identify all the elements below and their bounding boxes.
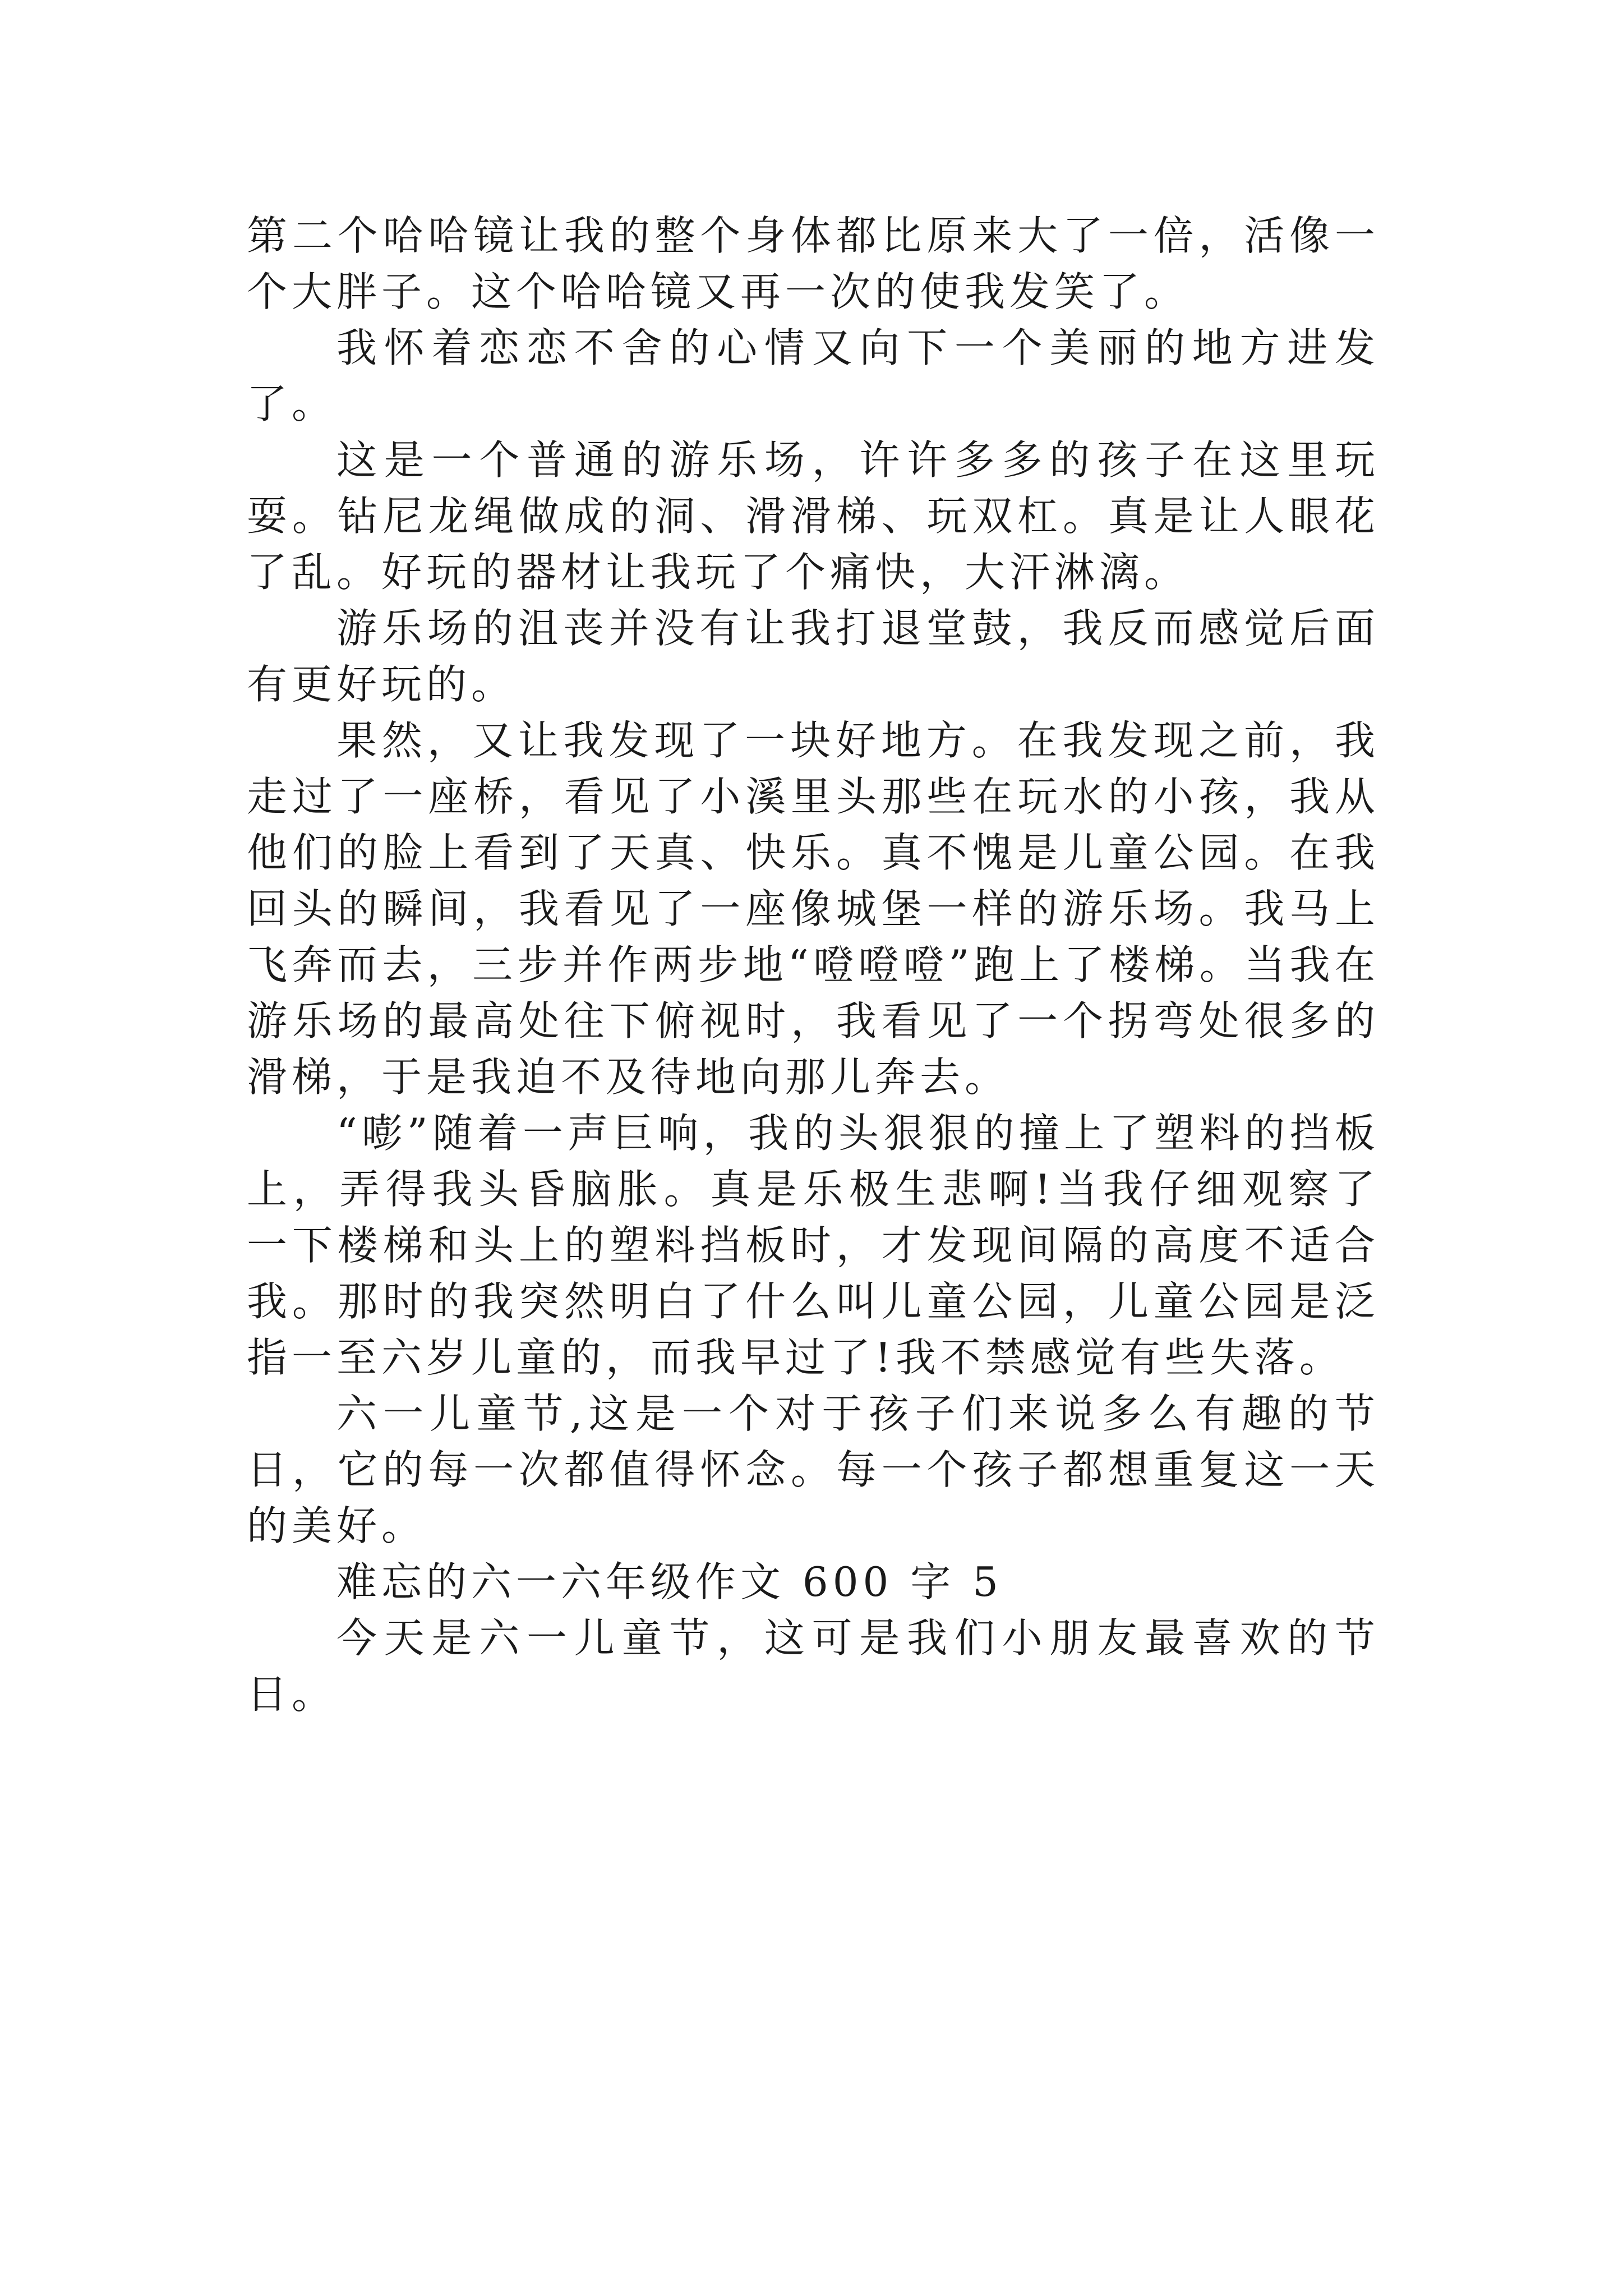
paragraph-playground: 这是一个普通的游乐场，许许多多的孩子在这里玩耍。钻尼龙绳做成的洞、滑滑梯、玩双杠。真是让人眼花了乱。好玩的器材让我玩了个痛快，大汗淋漓。 [247,436,1380,596]
paragraph-castle-playground: 果然，又让我发现了一块好地方。在我发现之前，我走过了一座桥，看见了小溪里头那些在玩水的小孩，我从他们的脸上看到了天真、快乐。真不愧是儿童公园。在我回头的瞬间，我看见了一座像城堡一样的游乐场。我马上飞奔而去，三步并作两步地“噔噔噔”跑上了楼梯。当我在游乐场的最高处往下俯视时，我看见了一个拐弯处很多的滑梯，于是我迫不及待地向那儿奔去。 [247,717,1380,1101]
paragraph-funhouse-mirror: 第二个哈哈镜让我的整个身体都比原来大了一倍，活像一个大胖子。这个哈哈镜又再一次的使我发笑了。 [247,212,1380,315]
paragraph-moving-on: 我怀着恋恋不舍的心情又向下一个美丽的地方进发了。 [247,324,1380,427]
paragraph-bump-head: “嘭”随着一声巨响，我的头狠狠的撞上了塑料的挡板上，弄得我头昏脑胀。真是乐极生悲啊!当我仔细观察了一下楼梯和头上的塑料挡板时，才发现间隔的高度不适合我。那时的我突然明白了什么叫儿童公园，儿童公园是泛指一至六岁儿童的，而我早过了!我不禁感觉有些失落。 [247,1110,1380,1381]
paragraph-today: 今天是六一儿童节，这可是我们小朋友最喜欢的节日。 [247,1614,1380,1718]
paragraph-not-discouraged: 游乐场的沮丧并没有让我打退堂鼓，我反而感觉后面有更好玩的。 [247,605,1380,708]
paragraph-childrens-day: 六一儿童节,这是一个对于孩子们来说多么有趣的节日，它的每一次都值得怀念。每一个孩子都想重复这一天的美好。 [247,1390,1380,1549]
essay-title: 难忘的六一六年级作文 600 字 5 [336,1558,1003,1605]
document-body [247,208,1380,1722]
